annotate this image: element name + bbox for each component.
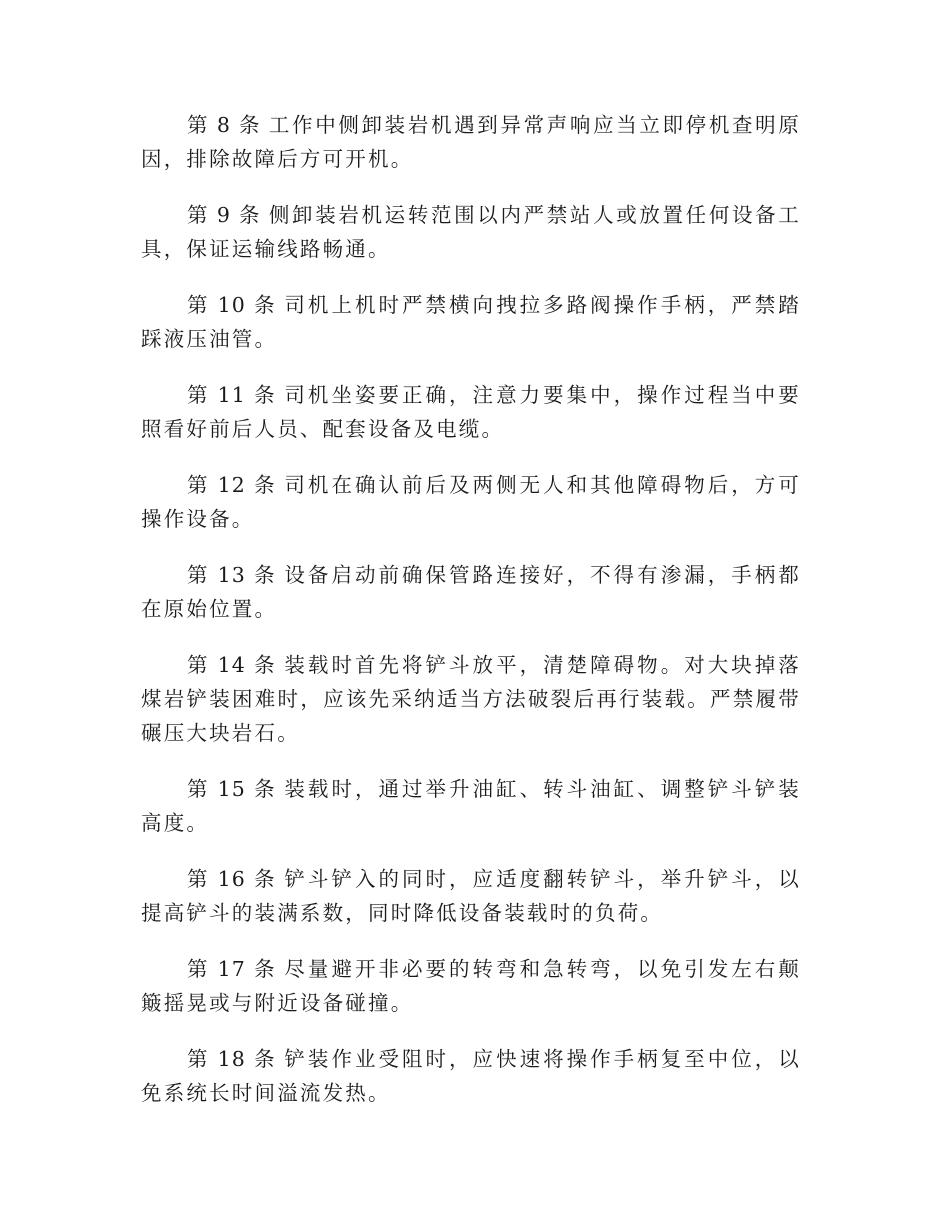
document-body [141, 108, 801, 1132]
article-text: 铲斗铲入的同时，应适度翻转铲斗，举升铲斗，以提高铲斗的装满系数，同时降低设备装载时的负荷。 [141, 867, 801, 925]
article-number: 第 17 条 [187, 957, 277, 981]
article-text: 司机在确认前后及两侧无人和其他障碍物后，方可操作设备。 [141, 473, 801, 531]
article-9 [141, 198, 801, 266]
article-number: 第 13 条 [187, 563, 277, 587]
article-10 [141, 288, 801, 356]
article-18 [141, 1042, 801, 1110]
article-13 [141, 558, 801, 626]
article-15 [141, 772, 801, 840]
article-text: 司机上机时严禁横向拽拉多路阀操作手柄，严禁踏踩液压油管。 [141, 293, 801, 351]
article-number: 第 11 条 [187, 383, 277, 407]
article-number: 第 10 条 [187, 293, 277, 317]
article-text: 尽量避开非必要的转弯和急转弯，以免引发左右颠簸摇晃或与附近设备碰撞。 [141, 957, 801, 1015]
article-number: 第 18 条 [187, 1047, 277, 1071]
article-number: 第 14 条 [187, 653, 277, 677]
article-14 [141, 648, 801, 750]
article-12 [141, 468, 801, 536]
article-number: 第 12 条 [187, 473, 277, 497]
article-11 [141, 378, 801, 446]
article-8 [141, 108, 801, 176]
article-number: 第 15 条 [187, 777, 277, 801]
article-number: 第 9 条 [187, 203, 261, 227]
article-17 [141, 952, 801, 1020]
article-16 [141, 862, 801, 930]
article-text: 铲装作业受阻时，应快速将操作手柄复至中位，以免系统长时间溢流发热。 [141, 1047, 801, 1105]
article-text: 装载时首先将铲斗放平，清楚障碍物。对大块掉落煤岩铲装困难时，应该先采纳适当方法破裂后再行装载。严禁履带碾压大块岩石。 [141, 653, 801, 745]
article-text: 司机坐姿要正确，注意力要集中，操作过程当中要照看好前后人员、配套设备及电缆。 [141, 383, 801, 441]
article-text: 工作中侧卸装岩机遇到异常声响应当立即停机查明原因，排除故障后方可开机。 [141, 113, 801, 171]
article-text: 装载时，通过举升油缸、转斗油缸、调整铲斗铲装高度。 [141, 777, 801, 835]
article-number: 第 8 条 [187, 113, 261, 137]
article-text: 设备启动前确保管路连接好，不得有渗漏，手柄都在原始位置。 [141, 563, 801, 621]
article-text: 侧卸装岩机运转范围以内严禁站人或放置任何设备工具，保证运输线路畅通。 [141, 203, 801, 261]
article-number: 第 16 条 [187, 867, 277, 891]
